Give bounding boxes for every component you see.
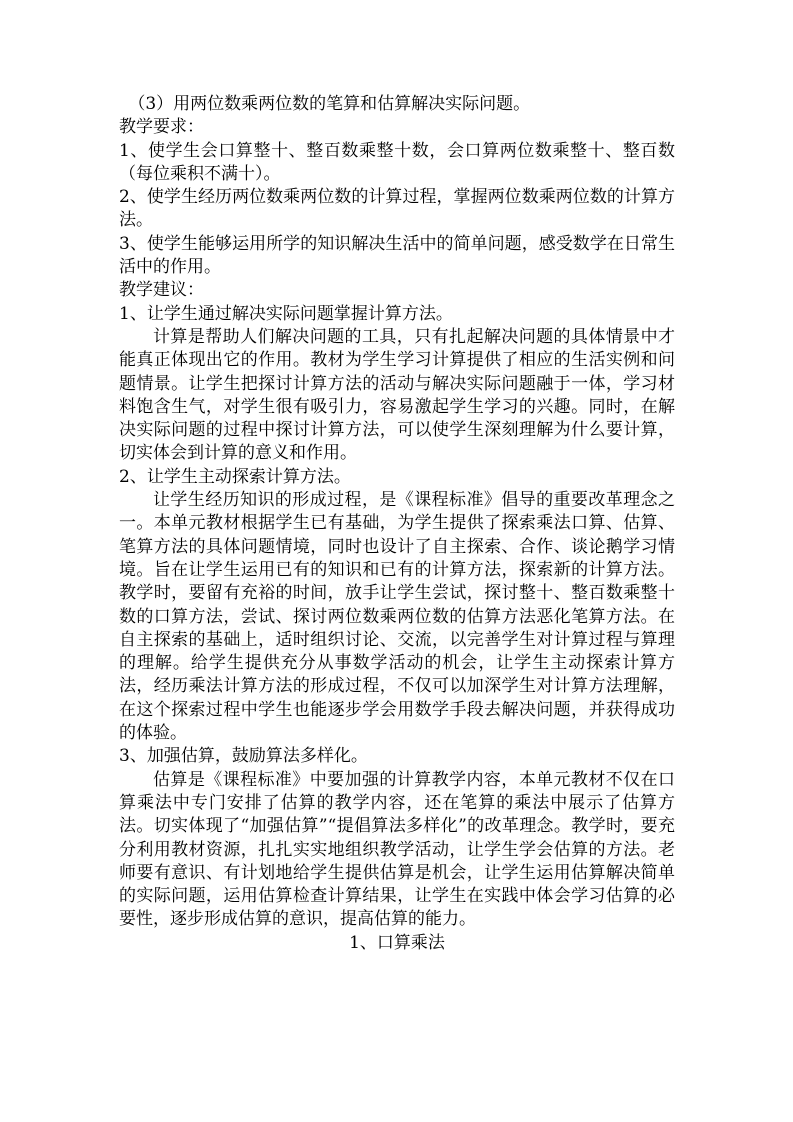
requirement-1: 1、使学生会口算整十、整百数乘整十数，会口算两位数乘整十、整百数（每位乘积不满十）。 — [119, 140, 675, 184]
heading-teaching-requirements: 教学要求： — [119, 117, 204, 138]
heading-teaching-suggestions: 教学建议： — [119, 280, 204, 301]
suggestion-1-title: 1、让学生通过解决实际问题掌握计算方法。 — [119, 303, 453, 324]
document-body — [119, 93, 675, 955]
requirement-2: 2、使学生经历两位数乘两位数的计算过程，掌握两位数乘两位数的计算方法。 — [119, 187, 675, 231]
section-title-oral-multiplication: 1、口算乘法 — [349, 932, 445, 953]
suggestion-2-title: 2、让学生主动探索计算方法。 — [119, 466, 351, 487]
suggestion-3-title: 3、加强估算，鼓励算法多样化。 — [119, 746, 368, 767]
suggestion-2-body: 让学生经历知识的形成过程，是《课程标准》倡导的重要改革理念之一。本单元教材根据学生已有基础，为学生提供了探索乘法口算、估算、笔算方法的具体问题情境，同时也设计了自主探索、合作、谈论鹅学习情境。旨在让学生运用已有的知识和已有的计算方法，探索新的计算方法。教学时，要留有充裕的时间，放手让学生尝试，探讨整十、整百数乘整十数的口算方法，尝试、探讨两位数乘两位数的估算方法恶化笔算方法。在自主探索的基础上，适时组织讨论、交流，以完善学生对计算过程与算理的理解。给学生提供充分从事数学活动的机会，让学生主动探索计算方法，经历乘法计算方法的形成过程，不仅可以加深学生对计算方法理解，在这个探索过程中学生也能逐步学会用数学手段去解决问题，并获得成功的体验。 — [119, 490, 675, 744]
suggestion-3-body: 估算是《课程标准》中要加强的计算教学内容，本单元教材不仅在口算乘法中专门安排了估算的教学内容，还在笔算的乘法中展示了估算方法。切实体现了“加强估算”“提倡算法多样化”的改革理念。教学时，要充分利用教材资源，扎扎实实地组织教学活动，让学生学会估算的方法。老师要有意识、有计划地给学生提供估算是机会，让学生运用估算解决简单的实际问题，运用估算检查计算结果，让学生在实践中体会学习估算的必要性，逐步形成估算的意识，提高估算的能力。 — [119, 769, 675, 930]
suggestion-1-body: 计算是帮助人们解决问题的工具，只有扎起解决问题的具体情景中才能真正体现出它的作用。教材为学生学习计算提供了相应的生活实例和问题情景。让学生把探讨计算方法的活动与解决实际问题融于一体，学习材料饱含生气，对学生很有吸引力，容易激起学生学习的兴趣。同时，在解决实际问题的过程中探讨计算方法，可以使学生深刻理解为什么要计算，切实体会到计算的意义和作用。 — [119, 326, 675, 464]
requirement-3: 3、使学生能够运用所学的知识解决生活中的简单问题，感受数学在日常生活中的作用。 — [119, 233, 675, 278]
paragraph-subtopic: （3）用两位数乘两位数的笔算和估算解决实际问题。 — [128, 94, 531, 114]
